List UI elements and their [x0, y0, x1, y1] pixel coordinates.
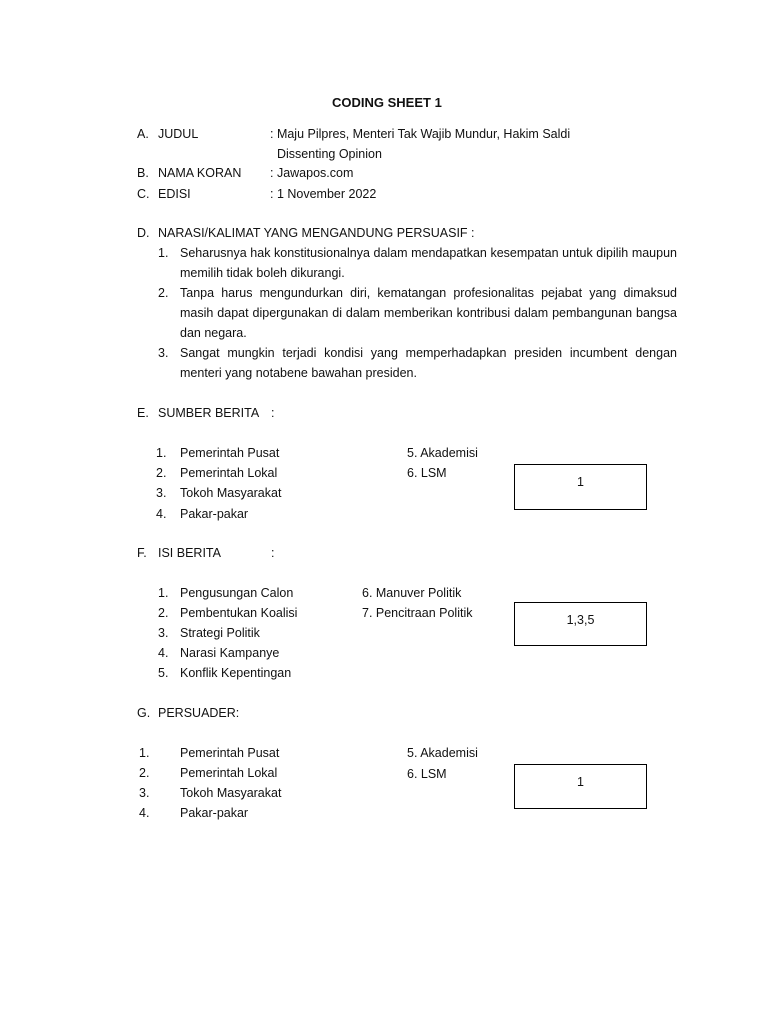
isi-option-1-label: Pengusungan Calon	[180, 586, 294, 600]
sumber-option-4-label: Pakar-pakar	[180, 507, 249, 521]
narasi-item-1-text: Seharusnya hak konstitusionalnya dalam mendapatkan kesempatan untuk dipilih maupun memilih tidak boleh dikurangi.	[180, 246, 677, 280]
persuader-option-1-number: 1.	[139, 746, 150, 760]
persuader-option-2-label: Pemerintah Lokal	[180, 766, 278, 780]
isi-option-2-label: Pembentukan Koalisi	[180, 606, 298, 620]
narasi-item-3-number: 3.	[158, 346, 169, 360]
persuader-option-3-label: Tokoh Masyarakat	[180, 786, 282, 800]
sumber-option-6: 6. LSM	[407, 466, 447, 480]
section-a-letter: A.	[137, 127, 149, 141]
persuader-answer-value: 1	[577, 775, 584, 789]
isi-option-1-number: 1.	[158, 586, 169, 600]
isi-answer-box	[514, 602, 647, 646]
persuader-option-6: 6. LSM	[407, 767, 447, 781]
narasi-item-1-number: 1.	[158, 246, 169, 260]
sumber-option-1-label: Pemerintah Pusat	[180, 446, 280, 460]
persuader-option-5: 5. Akademisi	[407, 746, 478, 760]
section-d-letter: D.	[137, 226, 150, 240]
isi-option-6: 6. Manuver Politik	[362, 586, 462, 600]
sumber-option-5: 5. Akademisi	[407, 446, 478, 460]
sumber-option-3-label: Tokoh Masyarakat	[180, 486, 282, 500]
sumber-answer-value: 1	[577, 475, 584, 489]
section-d-heading: NARASI/KALIMAT YANG MENGANDUNG PERSUASIF :	[158, 226, 475, 240]
persuader-option-4-number: 4.	[139, 806, 150, 820]
isi-option-2-number: 2.	[158, 606, 169, 620]
section-a-value-line1: : Maju Pilpres, Menteri Tak Wajib Mundur, Hakim Saldi	[270, 127, 571, 141]
section-f-colon: :	[271, 546, 275, 560]
section-b-letter: B.	[137, 166, 149, 180]
page-title: CODING SHEET 1	[332, 95, 442, 110]
section-b-label: NAMA KORAN	[158, 166, 242, 180]
sumber-option-2-label: Pemerintah Lokal	[180, 466, 278, 480]
narasi-item-2-number: 2.	[158, 286, 169, 300]
section-c-label: EDISI	[158, 187, 191, 201]
isi-option-7: 7. Pencitraan Politik	[362, 606, 473, 620]
isi-option-4-number: 4.	[158, 646, 169, 660]
section-e-colon: :	[271, 406, 275, 420]
section-a-value-line2: Dissenting Opinion	[277, 147, 382, 161]
persuader-option-3-number: 3.	[139, 786, 150, 800]
persuader-answer-box	[514, 764, 647, 809]
section-c-value: : 1 November 2022	[270, 187, 377, 201]
persuader-option-4-label: Pakar-pakar	[180, 806, 249, 820]
sumber-option-1-number: 1.	[156, 446, 167, 460]
sumber-option-4-number: 4.	[156, 507, 167, 521]
isi-answer-value: 1,3,5	[566, 613, 595, 627]
isi-option-3-label: Strategi Politik	[180, 626, 260, 640]
section-f-heading: ISI BERITA	[158, 546, 221, 560]
section-f-letter: F.	[137, 546, 147, 560]
section-e-letter: E.	[137, 406, 149, 420]
section-c-letter: C.	[137, 187, 150, 201]
section-g-letter: G.	[137, 706, 151, 720]
sumber-answer-box	[514, 464, 647, 510]
section-a-label: JUDUL	[158, 127, 199, 141]
sumber-option-3-number: 3.	[156, 486, 167, 500]
persuader-option-2-number: 2.	[139, 766, 150, 780]
section-b-value: : Jawapos.com	[270, 166, 354, 180]
isi-option-5-label: Konflik Kepentingan	[180, 666, 292, 680]
isi-option-5-number: 5.	[158, 666, 169, 680]
isi-option-3-number: 3.	[158, 626, 169, 640]
isi-option-4-label: Narasi Kampanye	[180, 646, 280, 660]
narasi-item-2-text: Tanpa harus mengundurkan diri, kematangan profesionalitas pejabat yang dimaksud masih dapat dipergunakan di dalam memberikan kontribusi dalam pembangunan bangsa dan negara.	[180, 286, 677, 340]
narasi-item-3-text: Sangat mungkin terjadi kondisi yang memperhadapkan presiden incumbent dengan menteri yang notabene bawahan presiden.	[180, 346, 677, 380]
section-g-heading: PERSUADER:	[158, 706, 240, 720]
section-e-heading: SUMBER BERITA	[158, 406, 260, 420]
sumber-option-2-number: 2.	[156, 466, 167, 480]
persuader-option-1-label: Pemerintah Pusat	[180, 746, 280, 760]
